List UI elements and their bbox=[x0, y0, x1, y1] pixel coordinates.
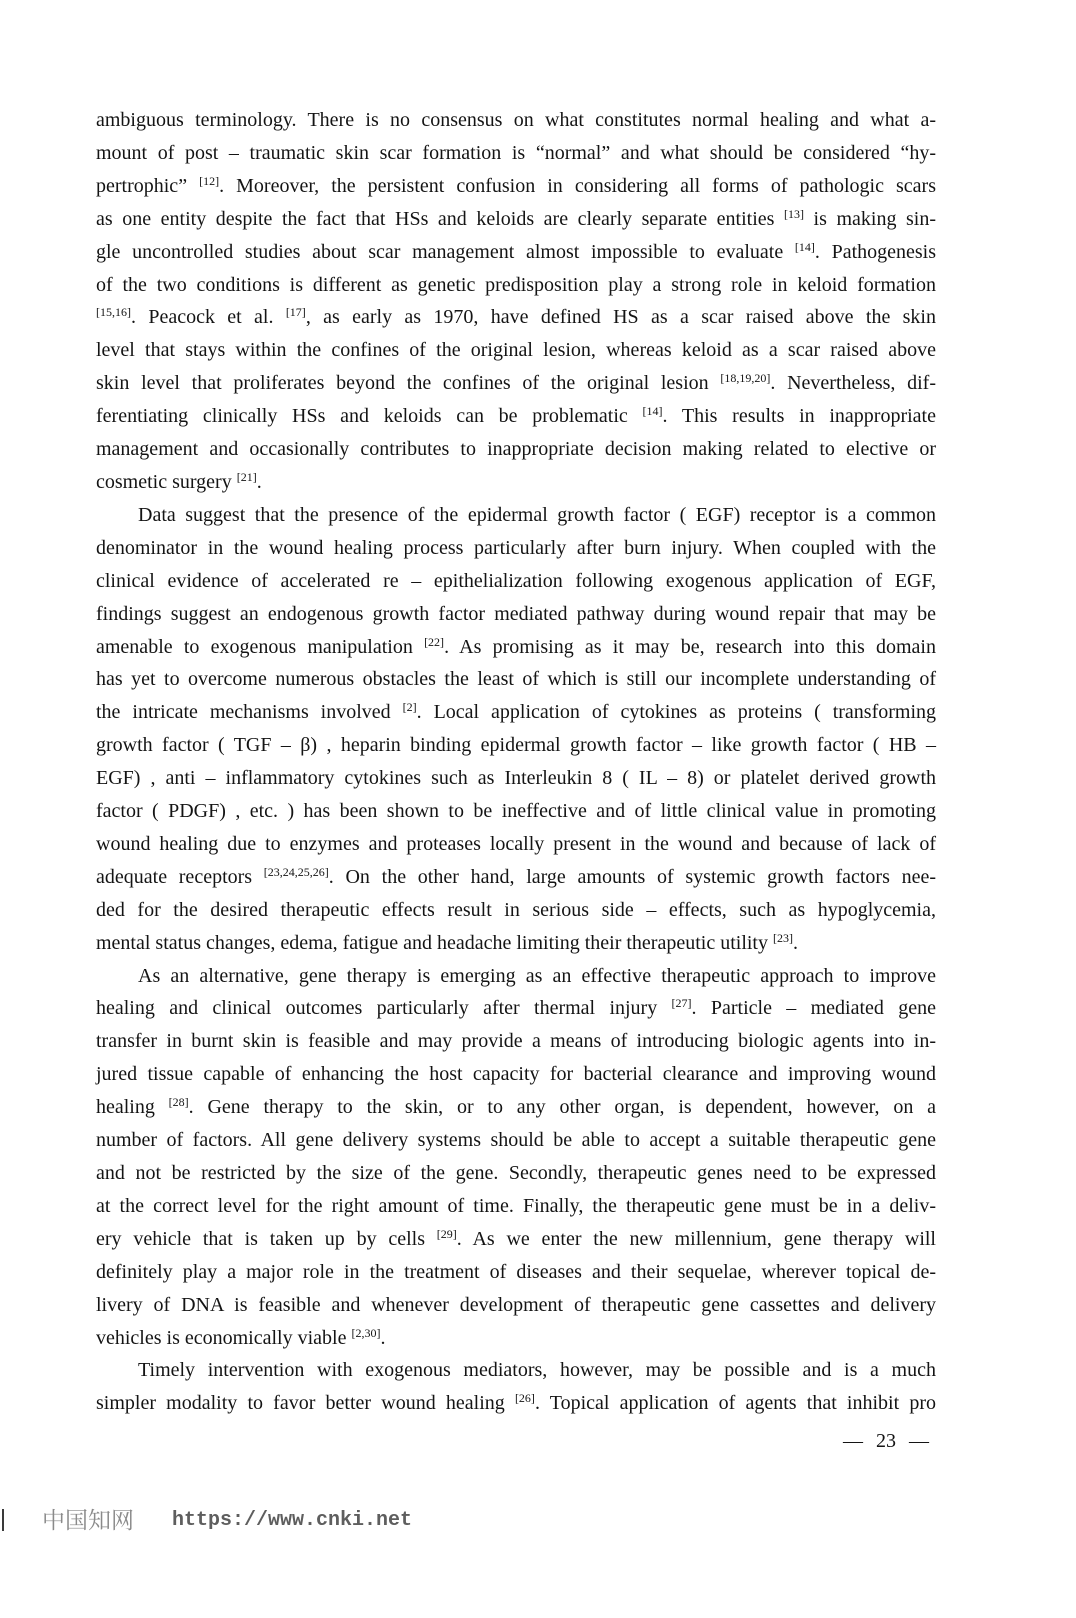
text-run: skin level that proliferates beyond the confines of the original lesion bbox=[96, 372, 721, 395]
text-line bbox=[96, 433, 936, 466]
text-line bbox=[96, 137, 936, 170]
citation-ref: [18,19,20] bbox=[720, 371, 771, 386]
citation-ref: [15,16] bbox=[96, 305, 131, 320]
text-line bbox=[96, 598, 936, 631]
text-line bbox=[96, 1354, 936, 1387]
text-run: . On the other hand, large amounts of systemic growth factors nee- bbox=[328, 865, 936, 888]
citation-ref: [29] bbox=[436, 1226, 457, 1241]
text-run: . Particle – mediated gene bbox=[691, 997, 936, 1020]
text-run: . Topical application of agents that inhibit pro bbox=[534, 1392, 936, 1415]
text-run: pertrophic” bbox=[96, 174, 200, 197]
text-run: ery vehicle that is taken up by cells bbox=[96, 1227, 437, 1250]
text-run: level that stays within the confines of the original lesion, whereas keloid as a scar raised above bbox=[96, 339, 936, 362]
text-run: ambiguous terminology. There is no consensus on what constitutes normal healing and what a- bbox=[96, 109, 936, 131]
text-run: . Moreover, the persistent confusion in considering all forms of pathologic scars bbox=[219, 174, 936, 197]
text-run: healing and clinical outcomes particularly after thermal injury bbox=[96, 997, 672, 1020]
text-line bbox=[96, 170, 936, 203]
paragraph bbox=[96, 960, 936, 1355]
text-run: Data suggest that the presence of the epidermal growth factor ( EGF) receptor is a common bbox=[138, 503, 936, 526]
text-line bbox=[96, 1025, 936, 1058]
text-run: mount of post – traumatic skin scar formation is “normal” and what should be considered “hy- bbox=[96, 141, 936, 164]
text-line bbox=[96, 499, 936, 532]
text-run: and not be restricted by the size of the gene. Secondly, therapeutic genes need to be expressed bbox=[96, 1162, 936, 1184]
text-run: transfer in burnt skin is feasible and may provide a means of introducing biologic agents into in- bbox=[96, 1030, 936, 1053]
text-run: . bbox=[792, 931, 798, 954]
text-run: As an alternative, gene therapy is emerging as an effective therapeutic approach to improve bbox=[138, 964, 936, 987]
text-run: healing bbox=[96, 1096, 169, 1119]
text-run: is making sin- bbox=[804, 207, 936, 230]
citation-ref: [14] bbox=[642, 404, 663, 419]
text-line bbox=[96, 828, 936, 861]
body-text bbox=[96, 104, 936, 1420]
text-run: ferentiating clinically HSs and keloids can be problematic bbox=[96, 405, 643, 428]
text-run: management and occasionally contributes to inappropriate decision making related to elective or bbox=[96, 438, 936, 461]
text-line bbox=[96, 762, 936, 795]
text-run: . Local application of cytokines as proteins ( transforming bbox=[416, 701, 936, 724]
text-run: . bbox=[380, 1326, 386, 1349]
text-run: . Gene therapy to the skin, or to any other organ, is dependent, however, on a bbox=[188, 1096, 936, 1119]
text-line bbox=[96, 565, 936, 598]
text-run: EGF) , anti – inflammatory cytokines such as Interleukin 8 ( IL – 8) or platelet derived growth bbox=[96, 767, 936, 790]
text-line bbox=[96, 334, 936, 367]
text-run: findings suggest an endogenous growth factor mediated pathway during wound repair that may be bbox=[96, 602, 936, 625]
text-run: jured tissue capable of enhancing the host capacity for bacterial clearance and improving wound bbox=[96, 1063, 936, 1086]
text-line bbox=[96, 729, 936, 762]
text-run: cosmetic surgery bbox=[96, 470, 237, 493]
text-line bbox=[96, 927, 936, 960]
text-run: vehicles is economically viable bbox=[96, 1326, 352, 1349]
text-run: adequate receptors bbox=[96, 865, 264, 888]
text-run: amenable to exogenous manipulation bbox=[96, 635, 425, 658]
text-run: definitely play a major role in the treatment of diseases and their sequelae, wherever topical de- bbox=[96, 1260, 936, 1283]
text-line bbox=[96, 795, 936, 828]
text-run: , as early as 1970, have defined HS as a scar raised above the skin bbox=[305, 306, 936, 329]
text-run: . This results in inappropriate bbox=[662, 405, 936, 428]
text-run: simpler modality to favor better wound healing bbox=[96, 1392, 515, 1415]
text-run: Timely intervention with exogenous mediators, however, may be possible and is a much bbox=[138, 1359, 936, 1382]
citation-ref: [23,24,25,26] bbox=[263, 864, 329, 879]
text-run: gle uncontrolled studies about scar management almost impossible to evaluate bbox=[96, 240, 795, 263]
paragraph bbox=[96, 104, 936, 499]
text-run: growth factor ( TGF – β) , heparin binding epidermal growth factor – like growth factor ( HB – bbox=[96, 734, 936, 757]
page-number: — 23 — bbox=[843, 1430, 929, 1452]
text-run: . bbox=[256, 470, 262, 493]
text-run: . Nevertheless, dif- bbox=[770, 372, 936, 395]
footer-site-name: 中国知网 bbox=[42, 1508, 134, 1534]
text-line bbox=[96, 1124, 936, 1157]
text-run: of the two conditions is different as genetic predisposition play a strong role in keloid formation bbox=[96, 273, 936, 296]
text-line bbox=[96, 1289, 936, 1322]
text-line bbox=[96, 696, 936, 729]
text-line bbox=[96, 466, 936, 499]
text-run: number of factors. All gene delivery systems should be able to accept a suitable therapeutic gene bbox=[96, 1129, 936, 1152]
text-run: . Peacock et al. bbox=[131, 306, 286, 329]
text-run: as one entity despite the fact that HSs and keloids are clearly separate entities bbox=[96, 207, 784, 230]
text-line bbox=[96, 960, 936, 993]
text-line bbox=[96, 1256, 936, 1289]
citation-ref: [23] bbox=[772, 930, 793, 945]
text-run: . Pathogenesis bbox=[814, 240, 937, 263]
text-line bbox=[96, 236, 936, 269]
text-run: . As we enter the new millennium, gene therapy will bbox=[456, 1227, 936, 1250]
text-line bbox=[96, 301, 936, 334]
text-run: denominator in the wound healing process particularly after burn injury. When coupled with the bbox=[96, 536, 936, 559]
citation-ref: [27] bbox=[671, 996, 692, 1011]
citation-ref: [28] bbox=[168, 1095, 189, 1110]
text-line bbox=[96, 1157, 936, 1190]
text-run: ded for the desired therapeutic effects result in serious side – effects, such as hypoglycemia, bbox=[96, 898, 936, 921]
text-line bbox=[96, 1223, 936, 1256]
text-run: . As promising as it may be, research into this domain bbox=[444, 635, 936, 658]
text-line bbox=[96, 861, 936, 894]
text-line bbox=[96, 631, 936, 664]
text-line bbox=[96, 400, 936, 433]
scan-edge-mark bbox=[2, 1509, 4, 1531]
text-line bbox=[96, 1387, 936, 1420]
text-line bbox=[96, 203, 936, 236]
text-line bbox=[96, 1058, 936, 1091]
citation-ref: [14] bbox=[794, 239, 815, 254]
text-run: has yet to overcome numerous obstacles the least of which is still our incomplete understanding of bbox=[96, 668, 936, 691]
citation-ref: [21] bbox=[236, 469, 257, 484]
citation-ref: [2,30] bbox=[351, 1325, 381, 1340]
text-run: clinical evidence of accelerated re – epithelialization following exogenous application of EGF, bbox=[96, 569, 936, 592]
text-line bbox=[96, 1190, 936, 1223]
citation-ref: [13] bbox=[784, 206, 804, 221]
citation-ref: [2] bbox=[402, 700, 417, 715]
text-run: the intricate mechanisms involved bbox=[96, 701, 403, 724]
text-line bbox=[96, 1322, 936, 1355]
paragraph bbox=[96, 499, 936, 960]
footer-url: https://www.cnki.net bbox=[172, 1509, 413, 1532]
citation-ref: [26] bbox=[514, 1391, 535, 1406]
text-line bbox=[96, 104, 936, 137]
citation-ref: [17] bbox=[285, 305, 306, 320]
text-run: mental status changes, edema, fatigue and headache limiting their therapeutic utility bbox=[96, 931, 773, 954]
text-line bbox=[96, 532, 936, 565]
citation-ref: [12] bbox=[199, 173, 220, 188]
text-line bbox=[96, 269, 936, 302]
text-line bbox=[96, 367, 936, 400]
text-run: livery of DNA is feasible and whenever development of therapeutic gene cassettes and delivery bbox=[96, 1293, 936, 1316]
text-run: at the correct level for the right amount of time. Finally, the therapeutic gene must be in a deliv- bbox=[96, 1194, 936, 1217]
text-line bbox=[96, 1091, 936, 1124]
text-run: factor ( PDGF) , etc. ) has been shown to be ineffective and of little clinical value in promoting bbox=[96, 800, 936, 823]
text-run: wound healing due to enzymes and proteases locally present in the wound and because of lack of bbox=[96, 832, 936, 855]
text-line bbox=[96, 663, 936, 696]
citation-ref: [22] bbox=[424, 634, 445, 649]
paragraph bbox=[96, 1354, 936, 1420]
text-line bbox=[96, 992, 936, 1025]
text-line bbox=[96, 894, 936, 927]
